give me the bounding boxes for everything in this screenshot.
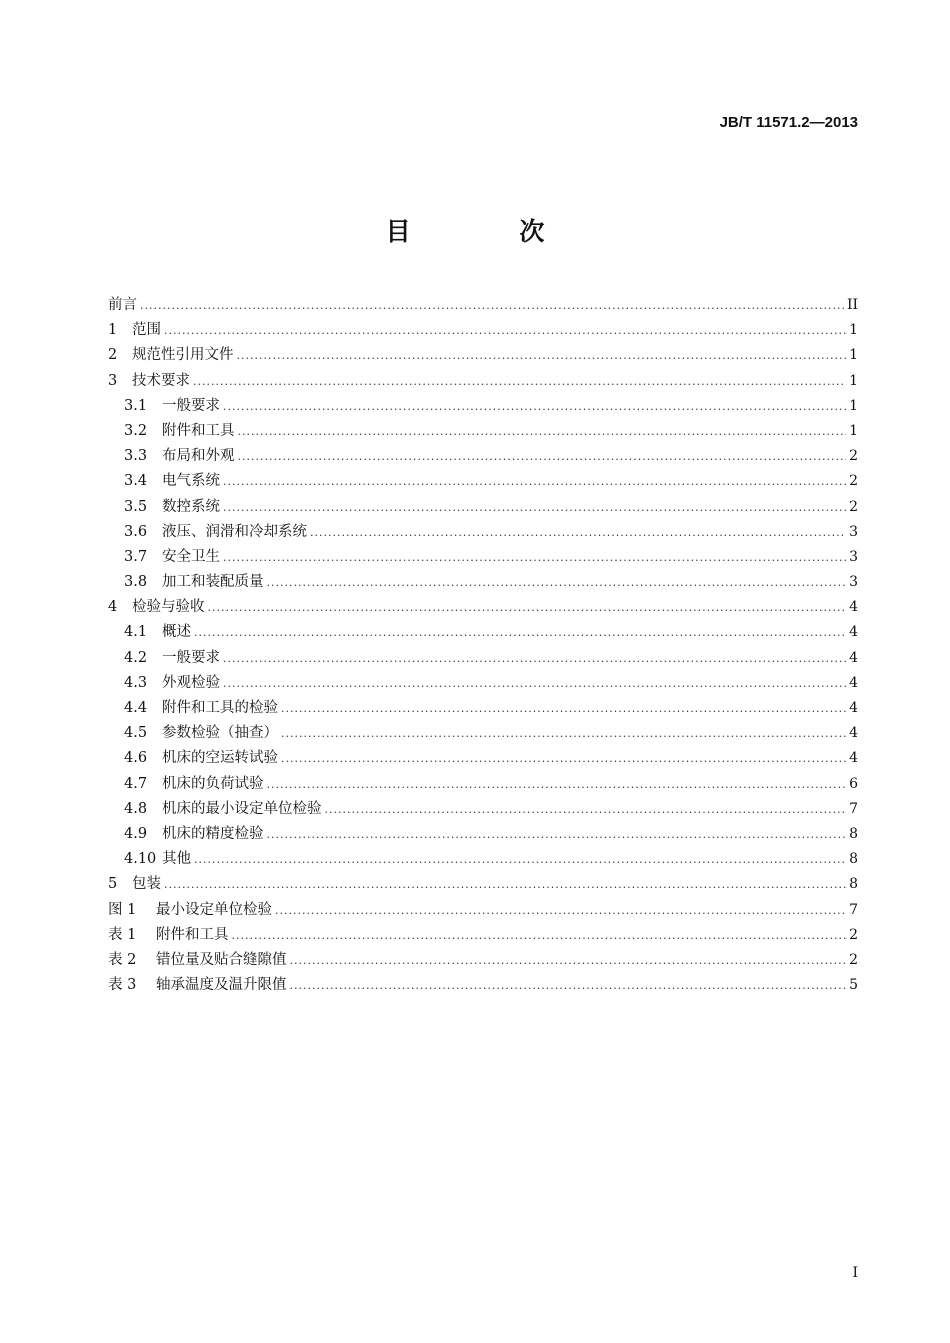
toc-entry-page: 4 <box>849 674 858 691</box>
toc-entry-page: 1 <box>849 372 858 389</box>
dot-leader <box>140 299 844 312</box>
toc-entry-number: 4 <box>108 599 118 616</box>
dot-leader <box>310 526 846 539</box>
toc-entry-page: 7 <box>849 901 858 918</box>
toc-entry-number: 4.9 <box>124 825 148 842</box>
toc-entry-page: 4 <box>849 725 858 742</box>
dot-leader <box>281 702 846 715</box>
toc-entry-page: 4 <box>849 750 858 767</box>
toc-entry-number: 4.10 <box>124 851 157 868</box>
toc-entry[interactable] <box>108 772 858 797</box>
toc-entry-page: 8 <box>849 851 858 868</box>
toc-entry[interactable] <box>108 444 858 469</box>
toc-entry-label: 参数检验（抽查） <box>162 725 278 742</box>
toc-entry-label: 加工和装配质量 <box>162 574 264 591</box>
toc-entry-label: 概述 <box>162 624 191 641</box>
toc-entry-number: 3.4 <box>124 473 148 490</box>
toc-entry-label: 附件和工具 <box>156 926 229 943</box>
toc-entry[interactable] <box>108 898 858 923</box>
dot-leader <box>238 425 847 438</box>
toc-entry-label: 附件和工具的检验 <box>162 700 278 716</box>
toc-entry-label: 错位量及贴合缝隙值 <box>156 951 287 968</box>
dot-leader <box>281 727 846 740</box>
toc-entry[interactable] <box>108 696 858 721</box>
toc-entry-number: 4.4 <box>124 700 148 716</box>
toc-entry-number: 表 1 <box>108 926 137 943</box>
toc-entry-page: 1 <box>849 422 858 439</box>
toc-entry-page: 1 <box>849 347 858 364</box>
toc-entry-number: 4.3 <box>124 674 148 691</box>
toc-entry-page: 3 <box>849 548 858 565</box>
toc-entry-page: 3 <box>849 523 858 540</box>
dot-leader <box>325 803 847 816</box>
toc-entry-page: 8 <box>849 825 858 842</box>
toc-entry-label: 机床的精度检验 <box>162 825 264 842</box>
toc-entry-page: 2 <box>849 448 858 465</box>
toc-entry[interactable] <box>108 671 858 696</box>
toc-entry-page: 1 <box>849 397 858 414</box>
toc-entry[interactable] <box>108 973 858 998</box>
toc-entry-label: 技术要求 <box>132 372 190 389</box>
dot-leader <box>223 551 846 564</box>
dot-leader <box>238 450 847 463</box>
toc-entry-label: 机床的负荷试验 <box>162 775 264 792</box>
toc-entry-label: 机床的最小设定单位检验 <box>162 800 322 817</box>
dot-leader <box>232 929 847 942</box>
page-number: I <box>852 1265 858 1281</box>
dot-leader <box>223 475 846 488</box>
toc-entry-label: 轴承温度及温升限值 <box>156 977 287 994</box>
toc-entry[interactable] <box>108 746 858 771</box>
toc-entry-page: 2 <box>849 926 858 943</box>
dot-leader <box>290 979 847 992</box>
toc-entry-page: 4 <box>849 599 858 616</box>
toc-entry[interactable] <box>108 419 858 444</box>
toc-entry-page: 4 <box>849 649 858 666</box>
dot-leader <box>223 652 846 665</box>
toc-entry-number: 2 <box>108 347 118 364</box>
toc-entry-number: 4.1 <box>124 624 148 641</box>
toc-entry-number: 3.8 <box>124 574 148 591</box>
toc-entry-number: 3.6 <box>124 523 148 540</box>
dot-leader <box>164 878 846 891</box>
toc-entry-label: 规范性引用文件 <box>132 347 234 364</box>
dot-leader <box>281 752 846 765</box>
toc-entry-page: 8 <box>849 876 858 893</box>
toc-entry-page: 4 <box>849 624 858 641</box>
dot-leader <box>194 853 846 866</box>
toc-entry-page: 2 <box>849 951 858 968</box>
dot-leader <box>267 778 847 791</box>
toc-entry[interactable] <box>108 570 858 595</box>
toc-entry-label: 范围 <box>132 322 161 339</box>
toc-entry-label: 电气系统 <box>162 473 220 490</box>
toc-entry-page: II <box>846 297 858 313</box>
toc-entry[interactable] <box>108 847 858 872</box>
dot-leader <box>208 601 847 614</box>
toc-entry-number: 表 2 <box>108 951 137 968</box>
toc-entry-number: 5 <box>108 876 118 893</box>
toc-entry[interactable] <box>108 595 858 620</box>
toc-entry[interactable] <box>108 822 858 847</box>
toc-entry-number: 3.3 <box>124 448 148 465</box>
toc-entry[interactable] <box>108 369 858 394</box>
toc-entry-label: 前言 <box>108 297 137 313</box>
dot-leader <box>267 576 847 589</box>
dot-leader <box>223 400 846 413</box>
toc-entry[interactable] <box>108 620 858 645</box>
table-of-contents <box>108 293 858 998</box>
toc-entry[interactable] <box>108 797 858 822</box>
toc-entry[interactable] <box>108 948 858 973</box>
toc-entry[interactable] <box>108 545 858 570</box>
dot-leader <box>290 954 847 967</box>
toc-entry-number: 3.5 <box>124 498 148 515</box>
toc-entry-label: 一般要求 <box>162 397 220 414</box>
toc-entry-number: 4.6 <box>124 750 148 767</box>
toc-entry-number: 3.7 <box>124 548 148 565</box>
toc-entry-number: 表 3 <box>108 977 137 994</box>
toc-entry-label: 外观检验 <box>162 674 220 691</box>
dot-leader <box>267 828 847 841</box>
toc-entry-page: 4 <box>849 700 858 716</box>
toc-entry-number: 4.5 <box>124 725 148 742</box>
dot-leader <box>193 375 846 388</box>
toc-entry-label: 检验与验收 <box>132 599 205 616</box>
toc-entry[interactable] <box>108 394 858 419</box>
dot-leader <box>237 349 847 362</box>
toc-entry[interactable] <box>108 721 858 746</box>
toc-entry-number: 1 <box>108 322 118 339</box>
toc-entry-label: 机床的空运转试验 <box>162 750 278 767</box>
toc-entry-page: 2 <box>849 498 858 515</box>
toc-entry-label: 安全卫生 <box>162 548 220 565</box>
toc-entry[interactable] <box>108 520 858 545</box>
toc-entry[interactable] <box>108 495 858 520</box>
toc-entry-number: 4.7 <box>124 775 148 792</box>
toc-entry[interactable] <box>108 646 858 671</box>
toc-entry-label: 包装 <box>132 876 161 893</box>
toc-entry[interactable] <box>108 293 858 318</box>
toc-entry-page: 1 <box>849 322 858 339</box>
toc-entry-page: 5 <box>849 977 858 994</box>
page-title: 目 次 <box>385 217 595 246</box>
toc-entry-label: 一般要求 <box>162 649 220 666</box>
toc-entry-label: 附件和工具 <box>162 422 235 439</box>
document-code: JB/T 11571.2—2013 <box>719 114 858 131</box>
toc-entry-number: 3.2 <box>124 422 148 439</box>
toc-entry[interactable] <box>108 923 858 948</box>
toc-entry[interactable] <box>108 318 858 343</box>
toc-entry-number: 4.8 <box>124 800 148 817</box>
toc-entry-number: 3 <box>108 372 118 389</box>
dot-leader <box>223 501 846 514</box>
dot-leader <box>223 677 846 690</box>
toc-entry-page: 3 <box>849 574 858 591</box>
toc-entry-label: 最小设定单位检验 <box>156 901 272 918</box>
toc-entry[interactable] <box>108 469 858 494</box>
toc-entry-page: 6 <box>849 775 858 792</box>
toc-entry-number: 3.1 <box>124 397 148 414</box>
toc-entry-page: 2 <box>849 473 858 490</box>
toc-entry-label: 数控系统 <box>162 498 220 515</box>
toc-entry-page: 7 <box>849 800 858 817</box>
toc-entry[interactable] <box>108 343 858 368</box>
dot-leader <box>275 904 846 917</box>
toc-entry-label: 布局和外观 <box>162 448 235 465</box>
toc-entry-number: 4.2 <box>124 649 148 666</box>
dot-leader <box>164 324 846 337</box>
toc-entry[interactable] <box>108 872 858 897</box>
toc-entry-label: 液压、润滑和冷却系统 <box>162 523 307 540</box>
toc-entry-number: 图 1 <box>108 901 137 918</box>
toc-entry-label: 其他 <box>162 851 191 868</box>
dot-leader <box>194 626 846 639</box>
